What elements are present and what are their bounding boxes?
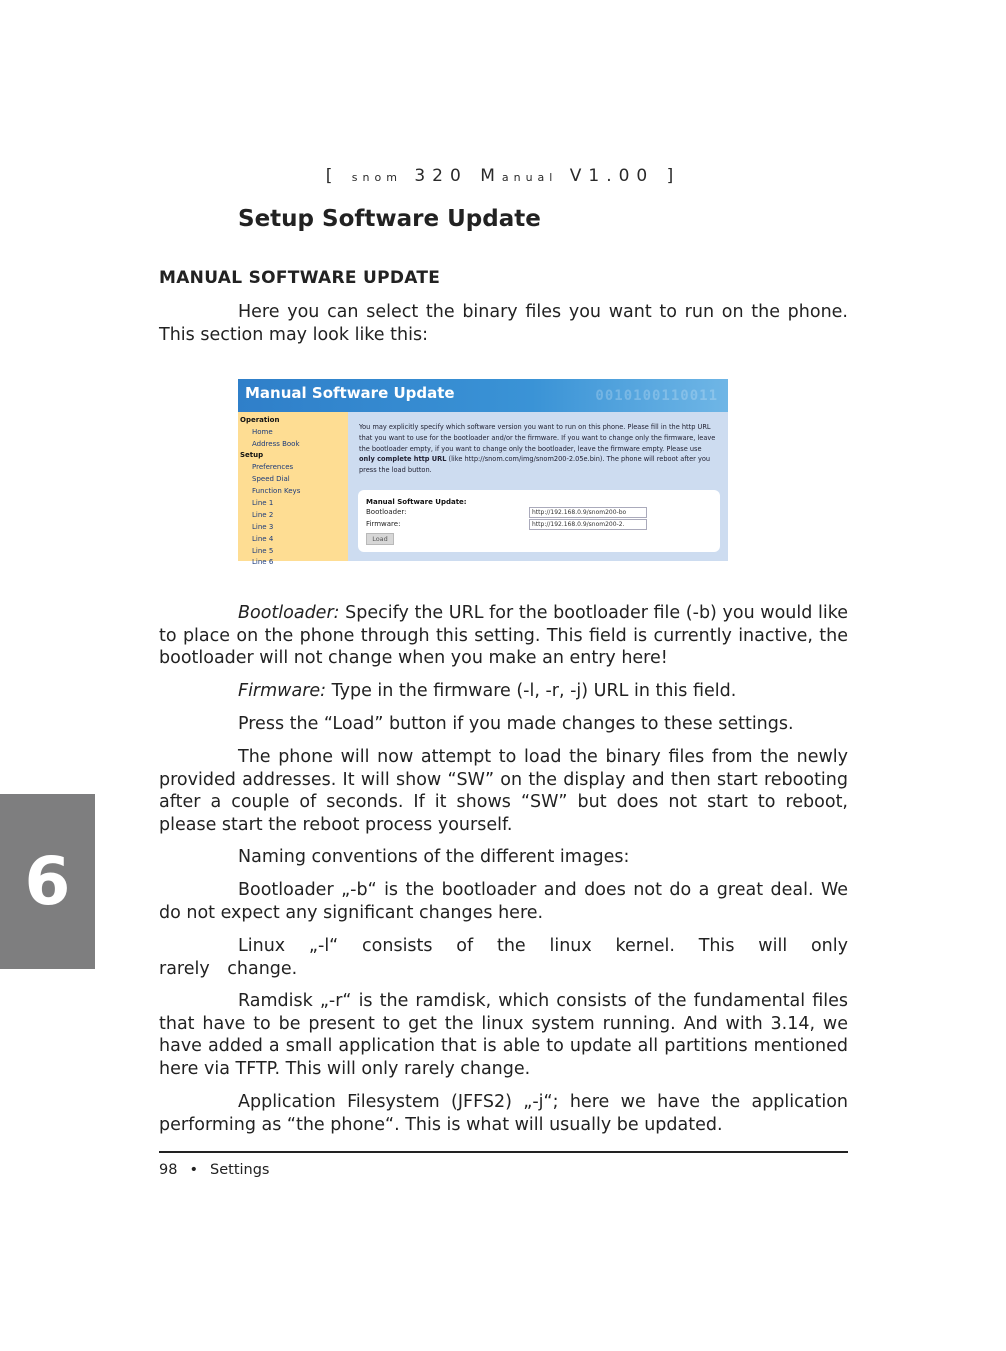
footer-bullet: • [189,1162,199,1178]
firmware-term: Firmware: [238,681,327,701]
firmware-description: Type in the firmware (-l, -r, -j) URL in this field. [331,681,737,701]
nav-line-6: Line 6 [252,558,274,566]
bootloader-b-paragraph: Bootloader „-b“ is the bootloader and does not do a great deal. We do not expect any significant changes here. [159,880,848,923]
screenshot-content [348,412,728,561]
firmware-paragraph [159,680,848,703]
reboot-paragraph: The phone will now attempt to load the binary files from the newly provided addresses. It will show “SW” on the display and then start rebooting after a couple of seconds. If it shows “SW” but does not start to reboot, please start the reboot process yourself. [159,747,848,835]
nav-operation: Operation [240,416,280,424]
section-title: MANUAL SOFTWARE UPDATE [159,268,441,288]
header-close-bracket: ] [666,166,681,186]
footer-divider [159,1151,848,1153]
bootloader-url-input[interactable]: http://192.168.0.9/snom200-bo [529,507,647,518]
nav-speed-dial: Speed Dial [252,475,290,483]
page-number: 98 [159,1162,178,1178]
ramdisk-r-paragraph: Ramdisk „-r“ is the ramdisk, which consists of the fundamental files that have to be present to get the linux system running. And with 3.14, we have added a small application that is able to update all partitions mentioned here via TFTP. This will only rarely change. [159,991,848,1079]
nav-function-keys: Function Keys [252,487,301,495]
intro-paragraph: Here you can select the binary files you want to run on the phone. This section may look like this: [159,302,848,345]
firmware-url-input[interactable]: http://192.168.0.9/snom200-2. [529,519,647,530]
description-bold: only complete http URL [359,455,447,464]
nav-address-book: Address Book [252,440,300,448]
header-brand: snom [351,171,402,184]
page-title: Setup Software Update [238,206,541,232]
update-form-panel [358,490,720,552]
header-open-bracket: [ [325,166,340,186]
chapter-tab [0,794,95,969]
header-manual-initial: M [480,166,502,186]
footer-section: Settings [210,1162,270,1178]
screenshot-banner [238,379,728,412]
press-load-paragraph: Press the “Load” button if you made changes to these settings. [238,714,794,734]
page-footer [159,1162,270,1178]
header-version: V1.00 [569,166,655,186]
application-j-paragraph: Application Filesystem (JFFS2) „-j“; here we have the application performing as “the phone“. This is what will usually be updated. [159,1092,848,1135]
bootloader-paragraph [159,602,848,670]
nav-setup: Setup [240,451,264,459]
screenshot-title: Manual Software Update [245,384,455,402]
nav-home: Home [252,428,273,436]
nav-line-2: Line 2 [252,511,274,519]
header-model: 320 [414,166,468,186]
load-button[interactable]: Load [366,533,394,545]
bootloader-term: Bootloader: [238,603,340,623]
nav-line-5: Line 5 [252,547,274,555]
running-header [0,166,1006,186]
form-title: Manual Software Update: [366,498,467,506]
naming-paragraph: Naming conventions of the different images: [238,847,630,867]
nav-line-1: Line 1 [252,499,274,507]
software-update-screenshot [238,379,728,566]
description-text-1: You may explicitly specify which software version you want to run on this phone. Please fill in the http URL that you want to use for the bootloader and/or the firmware. If you want to change only the firmware, leave the bootloader empty, if you want to change only the bootloader, leave the firmware empty. Please use [359,423,716,453]
header-manual-rest: anual [501,171,558,184]
bootloader-description: Specify the URL for the bootloader file (-b) you would like to place on the phone through this setting. This field is currently inactive, the bootloader will not change when you make an entry here! [159,603,848,669]
description-text-2: (like http://snom.com/img/snom200-2.05e.bin). The phone will reboot after you press the load button. [359,455,711,475]
linux-l-paragraph: Linux „-l“ consists of the linux kernel. This will only rarely change. [159,936,848,979]
nav-preferences: Preferences [252,463,294,471]
screenshot-description [359,422,719,476]
nav-line-4: Line 4 [252,535,274,543]
firmware-label: Firmware: [366,520,401,528]
bootloader-label: Bootloader: [366,508,407,516]
nav-line-3: Line 3 [252,523,274,531]
chapter-number: 6 [24,843,71,920]
banner-decoration: 0010100110011 [595,388,718,404]
screenshot-sidebar [238,412,348,566]
